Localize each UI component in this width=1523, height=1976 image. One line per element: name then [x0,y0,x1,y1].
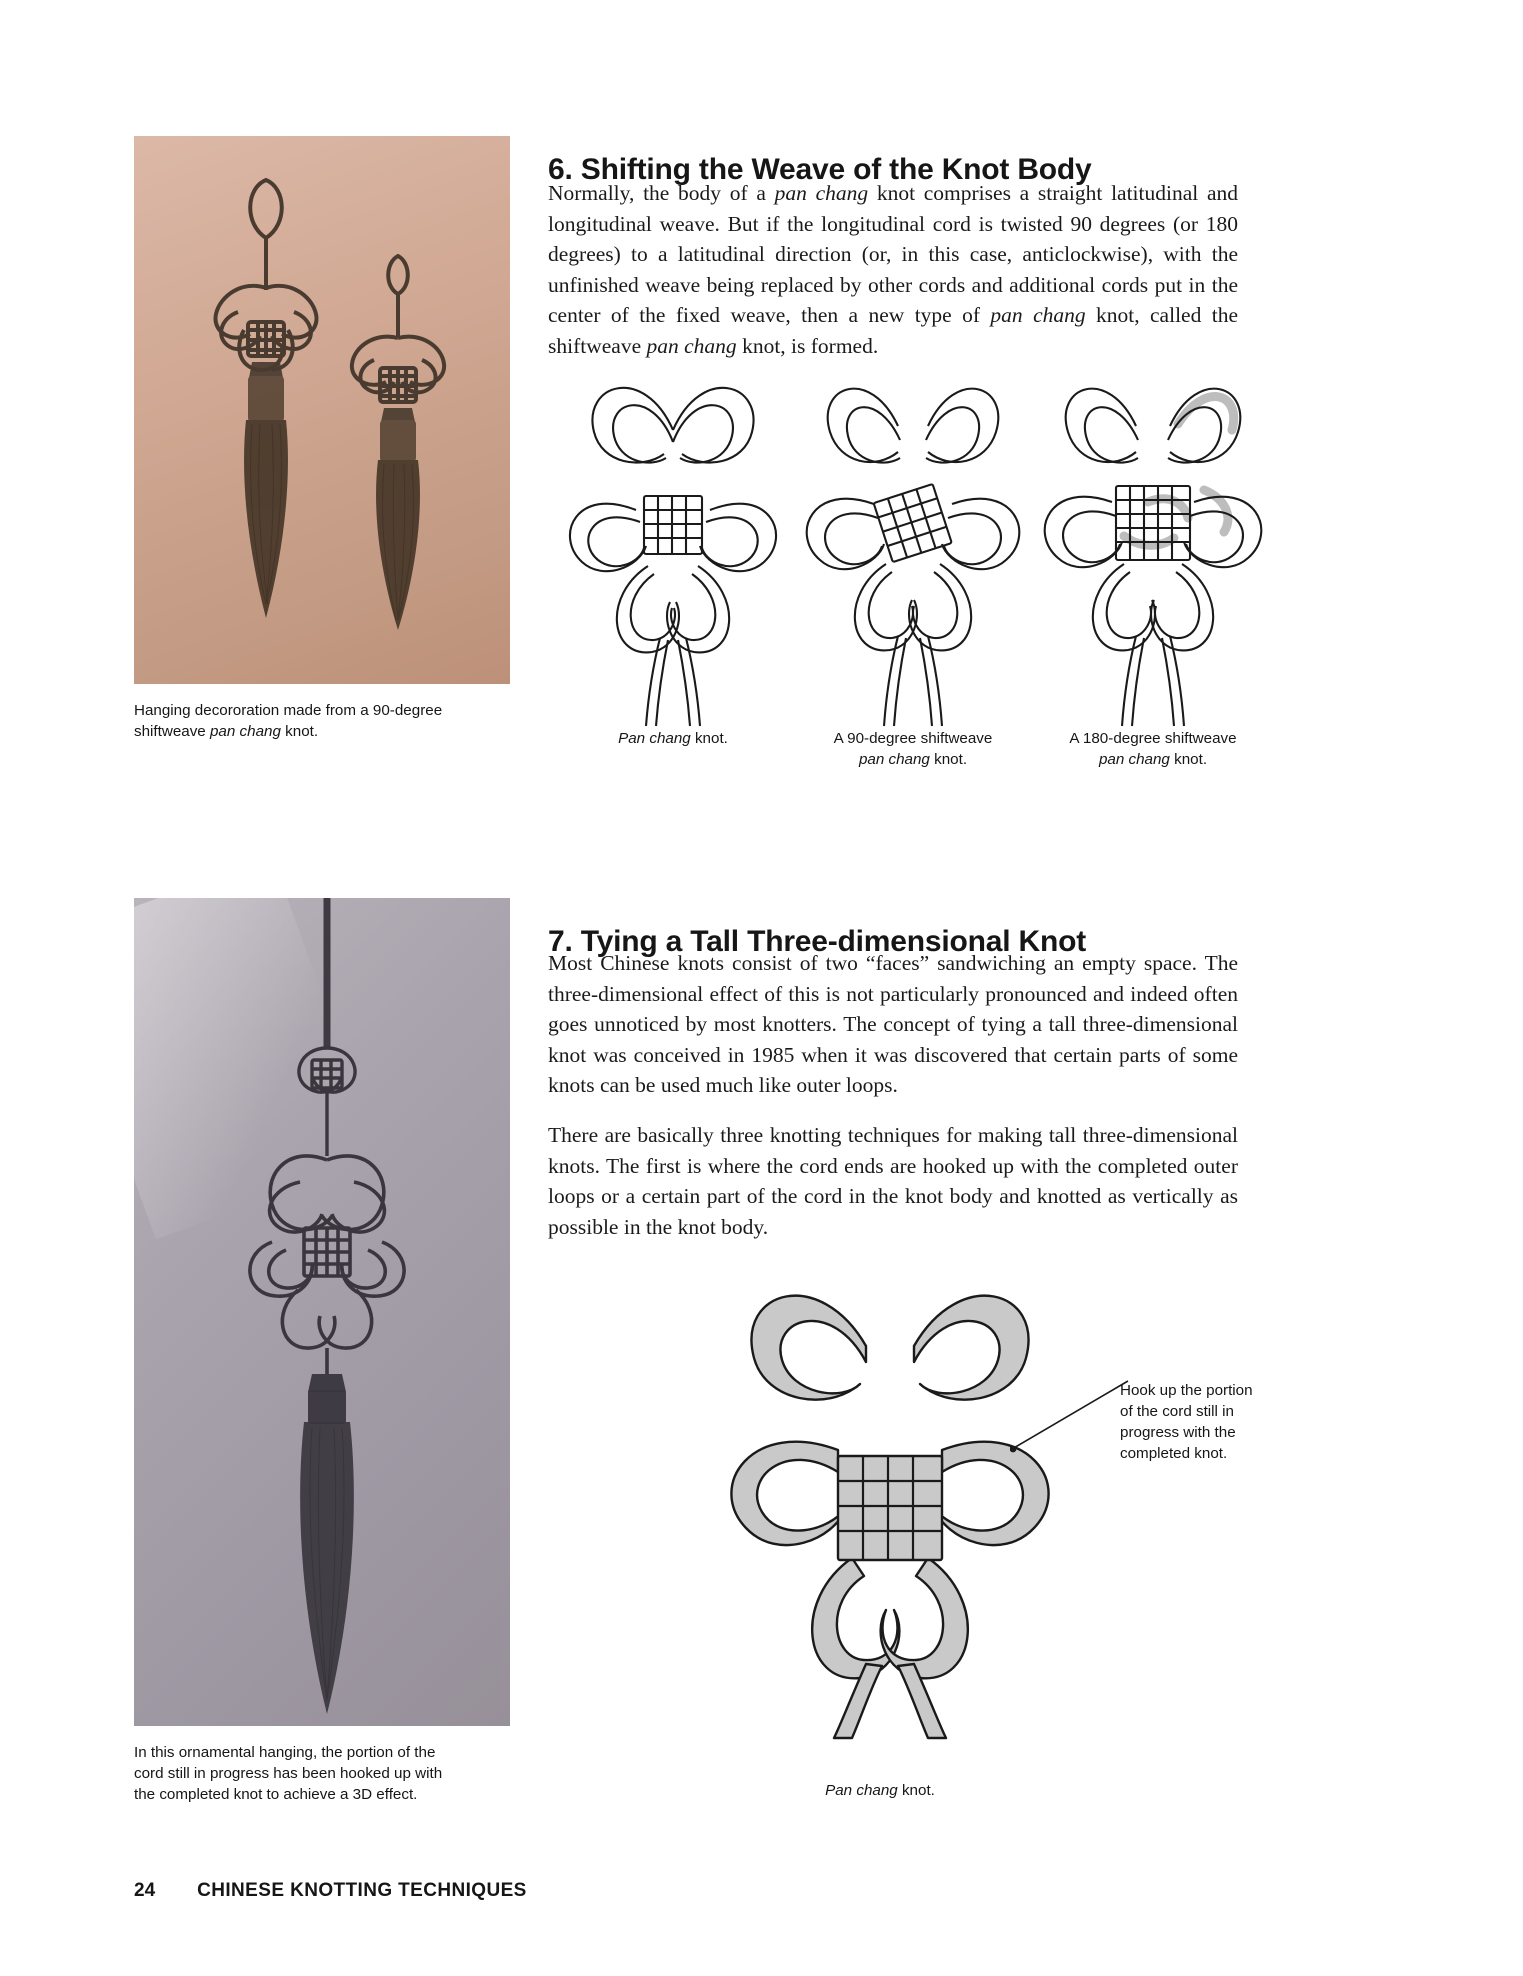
photo-caption-1 [134,700,484,742]
paragraph-text: Most Chinese knots consist of two “faces” sandwiching an empty space. The three-dimensional effect of this is not particularly pronounced and indeed often goes unnoticed by most knotters. The concept of tying a tall three-dimensional knot was conceived in 1985 when it was discovered that certain parts of some knots can be used much like outer loops. [548,951,1238,1097]
section-7-paragraph-1 [548,948,1238,1101]
caption-line-1: A 90-degree shiftweave [833,730,993,747]
callout-line-4: completed knot. [1120,1445,1228,1462]
caption-italic: Pan chang [825,1782,898,1799]
knot-photo-left [186,162,346,682]
caption-italic: Pan chang [618,730,691,747]
figure-pan-chang-knot [548,370,798,730]
photo-hanging-decoration [134,136,510,684]
section-6-figures [548,370,1248,770]
section-6-heading: 6. Shifting the Weave of the Knot Body [548,152,1092,186]
callout-leader-line [1010,1375,1130,1455]
paragraph-text: There are basically three knotting techniques for making tall three-dimensional knots. The first is where the cord ends are hooked up with the completed outer loops or a certain part of the cord in the knot body and knotted as vertically as possible in the knot body. [548,1123,1238,1239]
caption-line-2-pre: shiftweave [134,723,210,740]
figure-90-degree-shiftweave [788,370,1038,730]
figure-caption-180-degree [1043,728,1263,770]
caption-line-2-italic: pan chang [209,723,281,740]
figure-caption-90-degree [803,728,1023,770]
callout-line-3: progress with the [1120,1424,1236,1441]
caption-line-3: the completed knot to achieve a 3D effect. [134,1786,418,1803]
callout-line-2: of the cord still in [1120,1403,1234,1420]
caption-rest: knot. [690,730,728,747]
running-title: CHINESE KNOTTING TECHNIQUES [197,1880,527,1901]
photo-ornamental-hanging [134,898,510,1726]
section-6-paragraph [548,178,1238,361]
caption-rest: knot. [1169,751,1208,768]
caption-line-1: A 180-degree shiftweave [1069,730,1237,747]
section-7-heading: 7. Tying a Tall Three-dimensional Knot [548,924,1087,958]
figure-180-degree-shiftweave [1028,370,1278,730]
caption-italic: pan chang [1098,751,1170,768]
paragraph-text: Normally, the body of a pan chang knot comprises a straight latitudinal and longitudinal weave. But if the longitudinal cord is twisted 90 degrees (or 180 degrees) to a latitudinal direction (or, in this case, anticlockwise), with the unfinished weave being replaced by other cords and additional cords put in the center of the fixed weave, then a new type of pan chang knot, called the shiftweave pan chang knot, is formed. [548,181,1239,358]
figure-caption-bottom-pan-chang [750,1780,1010,1801]
page-footer [134,1880,527,1902]
caption-line-2-post: knot. [280,723,319,740]
caption-rest: knot. [929,751,968,768]
callout-hook-up-text [1120,1380,1290,1464]
section-7-paragraph-2 [548,1120,1238,1242]
caption-line-1: Hanging decororation made from a 90-degree [134,702,443,719]
page-number: 24 [134,1880,156,1901]
figure-tall-3d-pan-chang [680,1260,1100,1740]
figure-caption-pan-chang [563,728,783,749]
knot-photo-right [324,246,474,684]
caption-line-2: cord still in progress has been hooked up with [134,1765,443,1782]
callout-line-1: Hook up the portion [1120,1382,1253,1399]
ornamental-hanging-knot [242,898,412,1726]
caption-italic: pan chang [858,751,930,768]
caption-line-1: In this ornamental hanging, the portion of the [134,1744,436,1761]
caption-rest: knot. [897,1782,935,1799]
photo-caption-2 [134,1742,494,1805]
